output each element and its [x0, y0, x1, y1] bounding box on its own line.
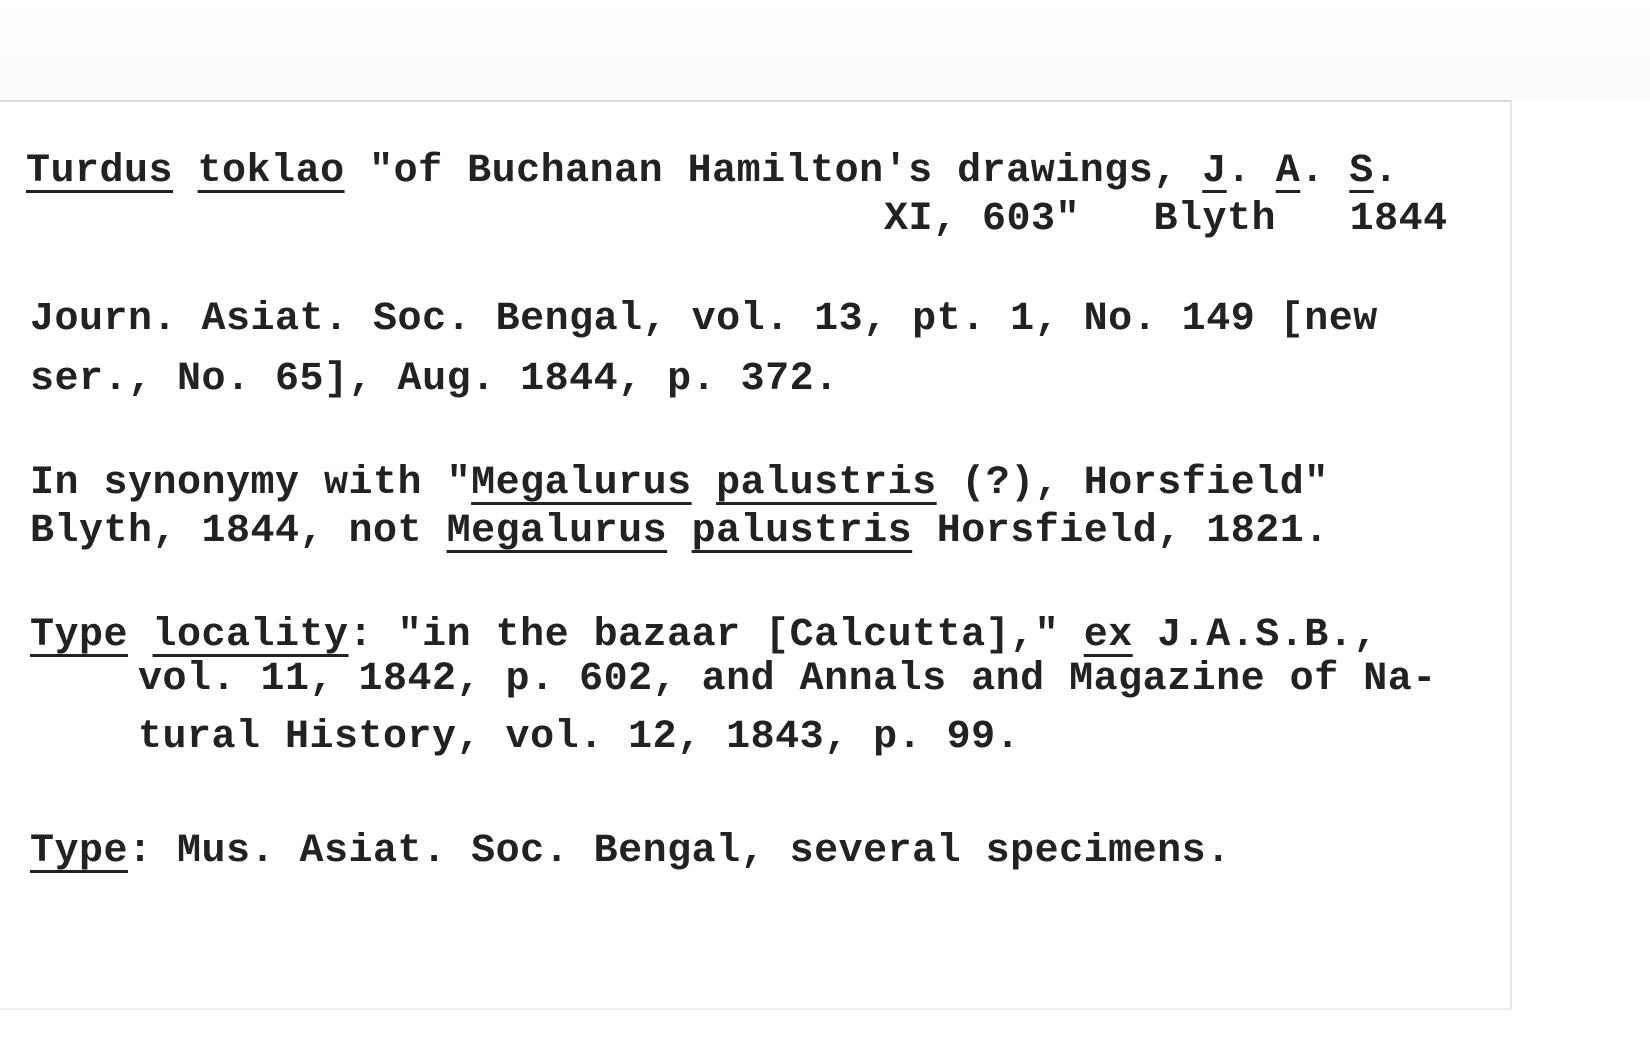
abbrev-dot: . [1300, 149, 1350, 194]
synonym-genus: Megalurus [446, 509, 668, 554]
abbrev-a: A [1275, 149, 1301, 194]
type-locality-line-1 [30, 612, 1378, 660]
genus-name: Turdus [26, 149, 174, 194]
heading-quote-text: "of Buchanan Hamilton's drawings, [344, 149, 1203, 194]
type-locality-label: Type [30, 613, 129, 658]
heading-line-2: XI, 603" Blyth 1844 [884, 197, 1448, 242]
synonym-species: palustris [691, 509, 913, 554]
citation-line-2: ser., No. 65], Aug. 1844, p. 372. [30, 357, 839, 402]
synonymy-prefix: In synonymy with " [30, 461, 472, 506]
synonym-genus: Megalurus [471, 461, 692, 506]
type-locality-label: locality [152, 613, 349, 658]
type-text: : Mus. Asiat. Soc. Bengal, several specimens. [128, 829, 1231, 874]
type-locality-text: : "in the bazaar [Calcutta]," [348, 613, 1084, 658]
synonymy-suffix: (?), Horsfield" [936, 461, 1329, 506]
type-locality-line-2: vol. 11, 1842, p. 602, and Annals and Magazine of Na- [138, 657, 1437, 702]
species-name: toklao [197, 149, 345, 194]
ex-label: ex [1083, 613, 1133, 658]
abbrev-s: S [1349, 149, 1374, 194]
scan-background [0, 0, 1650, 100]
synonym-species: palustris [716, 461, 937, 506]
synonymy-prefix: Blyth, 1844, not [30, 509, 447, 554]
heading-line-1 [26, 148, 1398, 196]
type-label: Type [30, 829, 129, 874]
synonymy-line-1 [30, 460, 1329, 508]
type-locality-line-3: tural History, vol. 12, 1843, p. 99. [138, 715, 1021, 760]
abbrev-dot: . [1226, 149, 1276, 194]
synonymy-suffix: Horsfield, 1821. [912, 509, 1329, 554]
type-line [30, 828, 1231, 876]
type-locality-text: J.A.S.B., [1132, 613, 1378, 658]
synonymy-line-2 [30, 508, 1329, 556]
abbrev-dot: . [1373, 149, 1399, 194]
abbrev-j: J [1202, 149, 1227, 194]
citation-line-1: Journ. Asiat. Soc. Bengal, vol. 13, pt. 1, No. 149 [new [30, 297, 1378, 342]
